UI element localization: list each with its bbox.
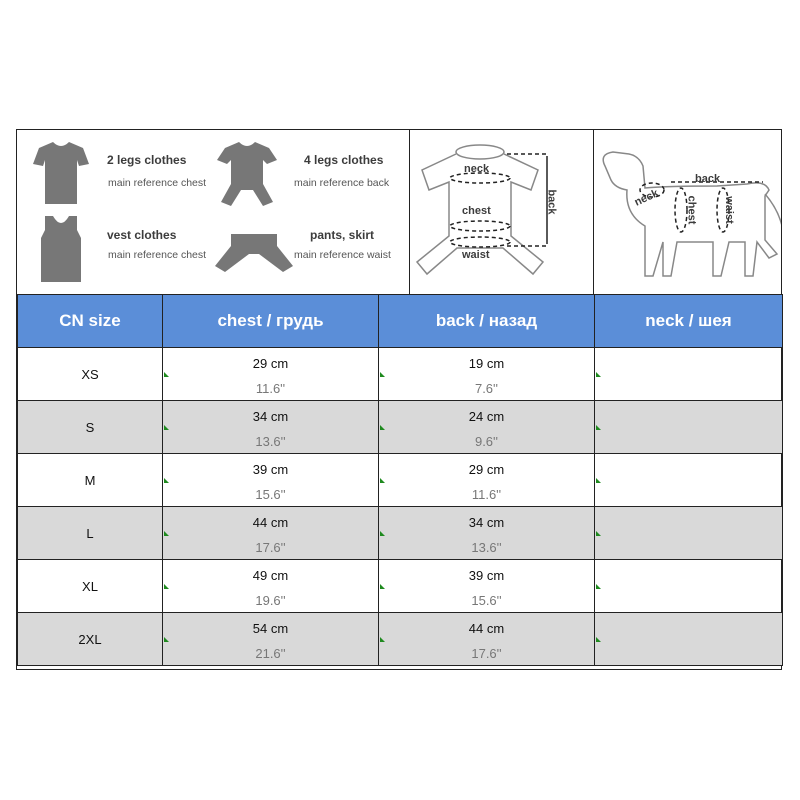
chest-cell (163, 560, 379, 613)
four-legs-clothes-icon (217, 142, 277, 206)
neck-cell (595, 348, 783, 401)
dog-back-label: back (695, 173, 721, 185)
back-cell (379, 401, 595, 454)
back-cell (379, 507, 595, 560)
size-table (17, 294, 783, 666)
table-row (18, 507, 783, 560)
back-cm: 19 cm (468, 356, 505, 371)
chest-cell (163, 613, 379, 666)
garment-back-label: back (545, 189, 558, 215)
size-label: 2XL (18, 613, 163, 666)
neck-cell (595, 560, 783, 613)
size-label: L (18, 507, 163, 560)
chest-cm: 34 cm (252, 409, 289, 424)
size-label: M (18, 454, 163, 507)
cell-marker (380, 637, 385, 642)
chest-cm: 39 cm (252, 462, 289, 477)
chest-inch: 11.6'' (255, 381, 286, 396)
table-row (18, 560, 783, 613)
cell-marker (596, 531, 601, 536)
chest-inch: 15.6'' (255, 487, 286, 502)
chest-cell (163, 454, 379, 507)
tshirt-icon (33, 142, 89, 204)
chest-inch: 17.6'' (255, 540, 286, 555)
dog-chest-label: chest (685, 195, 698, 225)
back-cm: 29 cm (468, 462, 505, 477)
back-inch: 11.6'' (471, 487, 502, 502)
back-inch: 9.6'' (474, 434, 499, 449)
cell-marker (380, 425, 385, 430)
legend-title-2legs: 2 legs clothes (107, 153, 187, 167)
chest-inch: 19.6'' (255, 593, 286, 608)
cell-marker (380, 372, 385, 377)
garment-chest-label: chest (462, 205, 491, 217)
header-chest: chest / грудь (163, 295, 379, 348)
cell-marker (164, 531, 169, 536)
back-cell (379, 560, 595, 613)
legend-title-4legs: 4 legs clothes (304, 153, 384, 167)
size-chart (16, 129, 782, 670)
legend-sub-4legs: main reference back (294, 177, 390, 189)
cell-marker (596, 637, 601, 642)
garment-neck-label: neck (464, 163, 490, 175)
legend-divider-1 (409, 130, 410, 294)
measurement-legend (17, 130, 781, 294)
chest-inch: 21.6'' (255, 646, 286, 661)
chest-cm: 54 cm (252, 621, 289, 636)
table-header-row (18, 295, 783, 348)
cell-marker (596, 425, 601, 430)
legend-sub-2legs: main reference chest (108, 177, 207, 189)
legend-title-vest: vest clothes (107, 228, 177, 242)
back-cm: 44 cm (468, 621, 505, 636)
legend-divider-2 (593, 130, 594, 294)
cell-marker (380, 584, 385, 589)
cell-marker (596, 372, 601, 377)
neck-cell (595, 613, 783, 666)
chest-cell (163, 507, 379, 560)
back-inch: 17.6'' (471, 646, 502, 661)
chest-cell (163, 401, 379, 454)
legend-sub-pants: main reference waist (294, 249, 391, 261)
cell-marker (596, 584, 601, 589)
cell-marker (164, 637, 169, 642)
header-size: CN size (18, 295, 163, 348)
garment-waist-label: waist (462, 249, 490, 261)
neck-cell (595, 507, 783, 560)
back-cm: 39 cm (468, 568, 505, 583)
cell-marker (380, 531, 385, 536)
chest-cm: 49 cm (252, 568, 289, 583)
back-cm: 34 cm (468, 515, 505, 530)
chest-cm: 29 cm (252, 356, 289, 371)
size-label: XL (18, 560, 163, 613)
cell-marker (164, 478, 169, 483)
back-cm: 24 cm (468, 409, 505, 424)
size-label: S (18, 401, 163, 454)
chest-cell (163, 348, 379, 401)
header-back: back / назад (379, 295, 595, 348)
dog-neck-label: neck (632, 187, 661, 209)
cell-marker (596, 478, 601, 483)
back-inch: 7.6'' (474, 381, 499, 396)
chest-inch: 13.6'' (255, 434, 286, 449)
back-cell (379, 454, 595, 507)
cell-marker (380, 478, 385, 483)
chest-cm: 44 cm (252, 515, 289, 530)
neck-cell (595, 401, 783, 454)
neck-cell (595, 454, 783, 507)
back-cell (379, 348, 595, 401)
back-inch: 13.6'' (471, 540, 502, 555)
back-cell (379, 613, 595, 666)
cell-marker (164, 425, 169, 430)
cell-marker (164, 584, 169, 589)
table-row (18, 401, 783, 454)
vest-icon (41, 216, 81, 282)
legend-sub-vest: main reference chest (108, 249, 207, 261)
cell-marker (164, 372, 169, 377)
dog-waist-label: waist (722, 196, 735, 224)
back-inch: 15.6'' (471, 593, 502, 608)
table-row (18, 613, 783, 666)
legend-title-pants: pants, skirt (310, 228, 375, 242)
table-row (18, 454, 783, 507)
header-neck: neck / шея (595, 295, 783, 348)
table-row (18, 348, 783, 401)
pants-icon (215, 234, 293, 272)
size-label: XS (18, 348, 163, 401)
